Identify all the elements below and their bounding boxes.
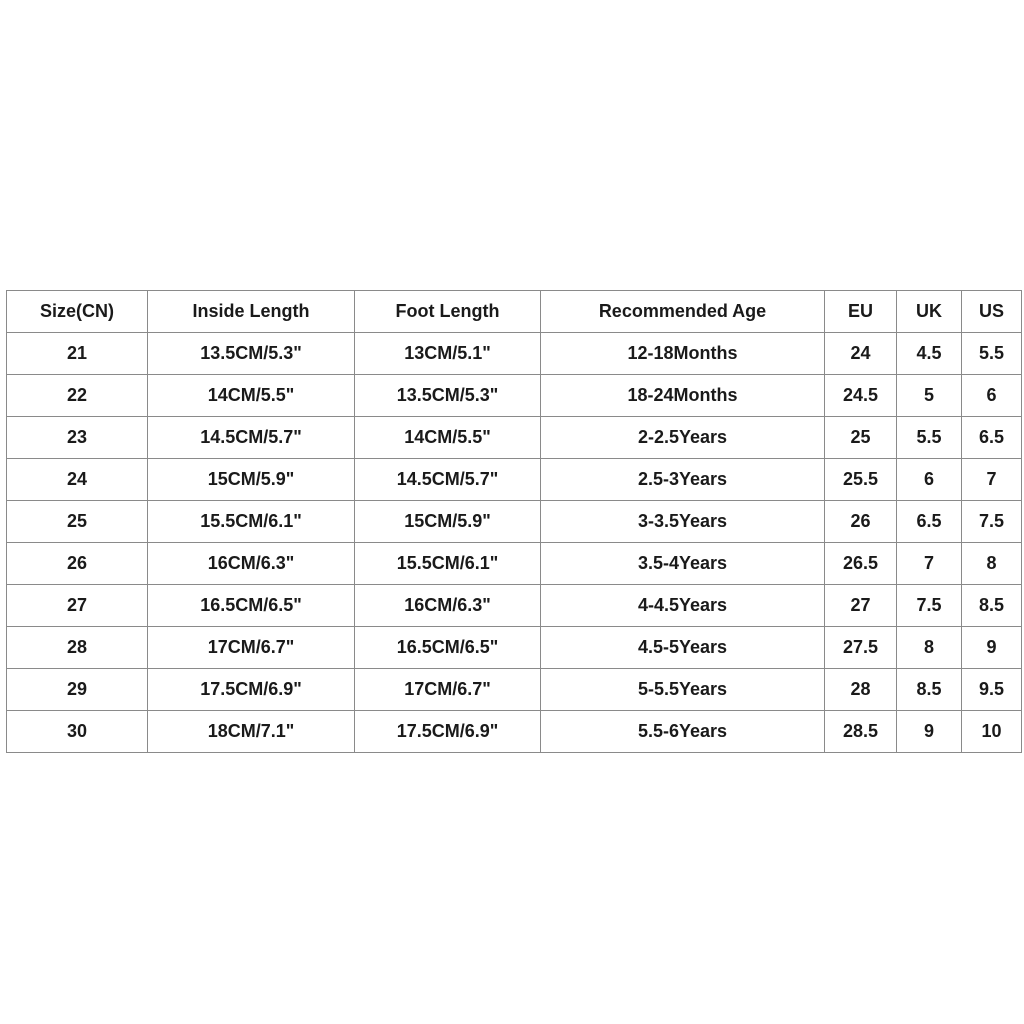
cell-uk: 6	[897, 459, 962, 501]
cell-foot-length: 14.5CM/5.7"	[355, 459, 541, 501]
cell-inside-length: 17CM/6.7"	[148, 627, 355, 669]
cell-us: 8	[962, 543, 1022, 585]
cell-inside-length: 15CM/5.9"	[148, 459, 355, 501]
cell-size-cn: 27	[7, 585, 148, 627]
cell-recommended-age: 18-24Months	[541, 375, 825, 417]
cell-recommended-age: 4-4.5Years	[541, 585, 825, 627]
cell-us: 9	[962, 627, 1022, 669]
table-row	[7, 459, 1022, 501]
cell-eu: 28.5	[825, 711, 897, 753]
cell-foot-length: 14CM/5.5"	[355, 417, 541, 459]
cell-us: 7	[962, 459, 1022, 501]
header-us: US	[962, 291, 1022, 333]
cell-uk: 8.5	[897, 669, 962, 711]
cell-recommended-age: 12-18Months	[541, 333, 825, 375]
cell-size-cn: 24	[7, 459, 148, 501]
cell-size-cn: 25	[7, 501, 148, 543]
header-size-cn: Size(CN)	[7, 291, 148, 333]
cell-recommended-age: 2-2.5Years	[541, 417, 825, 459]
cell-uk: 7.5	[897, 585, 962, 627]
cell-uk: 4.5	[897, 333, 962, 375]
table-row	[7, 501, 1022, 543]
table-header-row	[7, 291, 1022, 333]
table-row	[7, 669, 1022, 711]
cell-eu: 26.5	[825, 543, 897, 585]
header-uk: UK	[897, 291, 962, 333]
cell-size-cn: 29	[7, 669, 148, 711]
cell-foot-length: 15CM/5.9"	[355, 501, 541, 543]
cell-us: 10	[962, 711, 1022, 753]
cell-uk: 7	[897, 543, 962, 585]
cell-inside-length: 14.5CM/5.7"	[148, 417, 355, 459]
header-recommended-age: Recommended Age	[541, 291, 825, 333]
header-inside-length: Inside Length	[148, 291, 355, 333]
cell-foot-length: 16.5CM/6.5"	[355, 627, 541, 669]
cell-foot-length: 17CM/6.7"	[355, 669, 541, 711]
table-row	[7, 333, 1022, 375]
table-row	[7, 711, 1022, 753]
cell-us: 8.5	[962, 585, 1022, 627]
cell-inside-length: 14CM/5.5"	[148, 375, 355, 417]
cell-us: 6.5	[962, 417, 1022, 459]
cell-inside-length: 15.5CM/6.1"	[148, 501, 355, 543]
cell-uk: 5.5	[897, 417, 962, 459]
cell-us: 9.5	[962, 669, 1022, 711]
cell-recommended-age: 4.5-5Years	[541, 627, 825, 669]
cell-foot-length: 13.5CM/5.3"	[355, 375, 541, 417]
cell-recommended-age: 5.5-6Years	[541, 711, 825, 753]
cell-us: 6	[962, 375, 1022, 417]
cell-inside-length: 18CM/7.1"	[148, 711, 355, 753]
cell-recommended-age: 3-3.5Years	[541, 501, 825, 543]
header-eu: EU	[825, 291, 897, 333]
cell-foot-length: 15.5CM/6.1"	[355, 543, 541, 585]
cell-eu: 28	[825, 669, 897, 711]
size-chart-table	[6, 290, 1022, 753]
table-row	[7, 375, 1022, 417]
cell-us: 5.5	[962, 333, 1022, 375]
table-row	[7, 543, 1022, 585]
cell-us: 7.5	[962, 501, 1022, 543]
cell-eu: 24	[825, 333, 897, 375]
cell-size-cn: 30	[7, 711, 148, 753]
cell-recommended-age: 3.5-4Years	[541, 543, 825, 585]
cell-size-cn: 22	[7, 375, 148, 417]
cell-inside-length: 16CM/6.3"	[148, 543, 355, 585]
header-foot-length: Foot Length	[355, 291, 541, 333]
cell-uk: 6.5	[897, 501, 962, 543]
cell-eu: 27.5	[825, 627, 897, 669]
cell-eu: 25.5	[825, 459, 897, 501]
cell-uk: 8	[897, 627, 962, 669]
cell-foot-length: 16CM/6.3"	[355, 585, 541, 627]
cell-eu: 24.5	[825, 375, 897, 417]
cell-size-cn: 26	[7, 543, 148, 585]
cell-eu: 27	[825, 585, 897, 627]
cell-recommended-age: 5-5.5Years	[541, 669, 825, 711]
cell-eu: 25	[825, 417, 897, 459]
cell-eu: 26	[825, 501, 897, 543]
cell-uk: 5	[897, 375, 962, 417]
cell-size-cn: 23	[7, 417, 148, 459]
cell-uk: 9	[897, 711, 962, 753]
cell-inside-length: 16.5CM/6.5"	[148, 585, 355, 627]
cell-inside-length: 17.5CM/6.9"	[148, 669, 355, 711]
cell-inside-length: 13.5CM/5.3"	[148, 333, 355, 375]
table-row	[7, 417, 1022, 459]
cell-foot-length: 13CM/5.1"	[355, 333, 541, 375]
cell-size-cn: 21	[7, 333, 148, 375]
cell-size-cn: 28	[7, 627, 148, 669]
table-row	[7, 585, 1022, 627]
table-row	[7, 627, 1022, 669]
cell-recommended-age: 2.5-3Years	[541, 459, 825, 501]
cell-foot-length: 17.5CM/6.9"	[355, 711, 541, 753]
